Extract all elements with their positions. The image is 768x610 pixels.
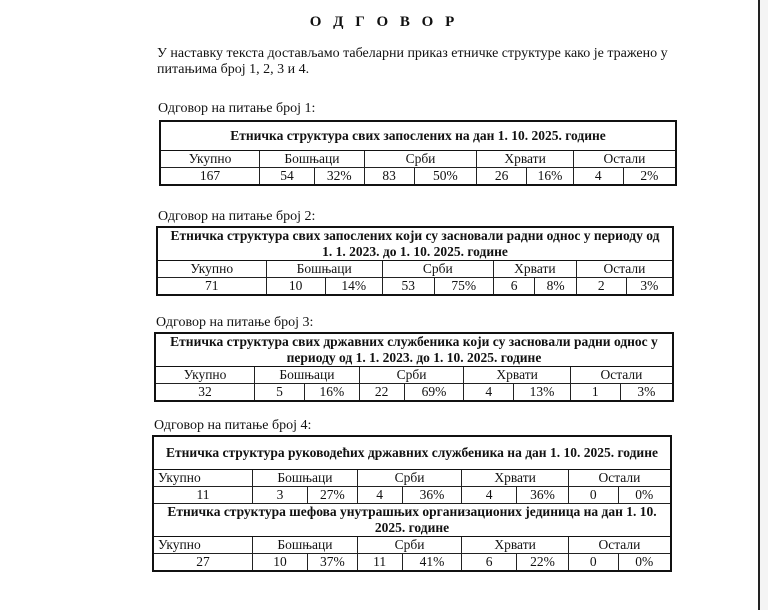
cell-others-count: 0 [568,554,618,572]
header-bosniaks: Бошњаци [255,367,360,384]
question-1-label: Одговор на питање број 1: [158,101,316,116]
header-bosniaks: Бошњаци [253,470,358,487]
header-others: Остали [576,261,673,278]
cell-bosniaks-pct: 32% [314,168,364,186]
cell-serbs-pct: 50% [414,168,477,186]
cell-serbs-count: 83 [364,168,414,186]
table-caption: Етничка структура свих запослених на дан 1. 10. 2025. године [160,121,676,151]
header-total: Укупно [153,537,253,554]
cell-others-pct: 0% [618,554,671,572]
cell-croats-pct: 8% [535,278,577,296]
cell-bosniaks-count: 5 [255,384,305,402]
table-caption: Етничка структура свих државних службеника који су засновали радни однос у периоду од 1. 1. 2023. до 1. 10. 2025. године [155,333,673,367]
table-q2 [156,226,674,296]
table-header-row [157,261,673,278]
cell-serbs-count: 4 [357,487,402,504]
cell-bosniaks-pct: 16% [304,384,359,402]
page-edge [748,0,768,610]
table-caption-unit-heads: Етничка структура шефова унутрашњих организационих јединица на дан 1. 10. 2025. године [153,504,671,537]
table-row [160,168,676,186]
cell-serbs-count: 11 [357,554,402,572]
cell-total: 27 [153,554,253,572]
cell-croats-pct: 13% [514,384,571,402]
cell-croats-count: 26 [477,168,527,186]
question-4-label: Одговор на питање број 4: [154,418,312,433]
header-serbs: Срби [364,151,477,168]
cell-bosniaks-count: 10 [266,278,325,296]
cell-others-count: 4 [573,168,623,186]
header-croats: Хрвати [477,151,574,168]
cell-others-count: 0 [568,487,618,504]
header-others: Остали [568,537,671,554]
header-others: Остали [573,151,676,168]
cell-bosniaks-pct: 27% [307,487,357,504]
header-serbs: Срби [382,261,493,278]
cell-croats-count: 4 [464,384,514,402]
cell-bosniaks-count: 3 [253,487,308,504]
cell-others-count: 1 [570,384,620,402]
header-total: Укупно [153,470,253,487]
header-croats: Хрвати [462,470,569,487]
header-others: Остали [570,367,673,384]
cell-total: 11 [153,487,253,504]
cell-croats-pct: 36% [517,487,569,504]
table-row [153,487,671,504]
cell-bosniaks-pct: 37% [307,554,357,572]
cell-total: 167 [160,168,260,186]
table-caption-leaders: Етничка структура руководећих државних службеника на дан 1. 10. 2025. године [153,436,671,470]
header-total: Укупно [160,151,260,168]
cell-serbs-pct: 41% [402,554,462,572]
header-serbs: Срби [359,367,464,384]
document-title: О Д Г О В О Р [309,14,459,30]
cell-croats-count: 6 [462,554,517,572]
table-header-row [155,367,673,384]
cell-croats-pct: 22% [517,554,569,572]
question-2-label: Одговор на питање број 2: [158,209,316,224]
cell-others-count: 2 [576,278,626,296]
cell-others-pct: 3% [626,278,673,296]
cell-croats-count: 6 [493,278,535,296]
cell-bosniaks-pct: 14% [325,278,382,296]
cell-bosniaks-count: 54 [260,168,315,186]
cell-serbs-count: 53 [382,278,434,296]
table-q3 [154,332,674,402]
table-row [155,384,673,402]
table-q1 [159,120,677,186]
cell-others-pct: 2% [623,168,676,186]
table-header-row [153,537,671,554]
table-caption: Етничка структура свих запослених који су засновали радни однос у периоду од 1. 1. 2023. до 1. 10. 2025. године [157,227,673,261]
header-croats: Хрвати [464,367,571,384]
header-bosniaks: Бошњаци [260,151,365,168]
table-q4 [152,435,672,572]
header-serbs: Срби [357,537,462,554]
header-total: Укупно [157,261,266,278]
cell-serbs-count: 22 [359,384,404,402]
header-others: Остали [568,470,671,487]
question-3-label: Одговор на питање број 3: [156,315,314,330]
header-serbs: Срби [357,470,462,487]
cell-bosniaks-count: 10 [253,554,308,572]
header-bosniaks: Бошњаци [253,537,358,554]
cell-others-pct: 3% [620,384,673,402]
table-header-row [160,151,676,168]
header-bosniaks: Бошњаци [266,261,382,278]
cell-serbs-pct: 69% [404,384,464,402]
table-header-row [153,470,671,487]
cell-others-pct: 0% [618,487,671,504]
table-row [157,278,673,296]
cell-croats-pct: 16% [527,168,574,186]
header-croats: Хрвати [462,537,569,554]
table-row [153,554,671,572]
cell-serbs-pct: 75% [434,278,493,296]
cell-total: 32 [155,384,255,402]
cell-croats-count: 4 [462,487,517,504]
cell-total: 71 [157,278,266,296]
intro-paragraph: У наставку текста достављамо табеларни приказ етничке структуре како је тражено у питањима број 1, 2, 3 и 4. [157,46,668,77]
header-total: Укупно [155,367,255,384]
header-croats: Хрвати [493,261,576,278]
cell-serbs-pct: 36% [402,487,462,504]
